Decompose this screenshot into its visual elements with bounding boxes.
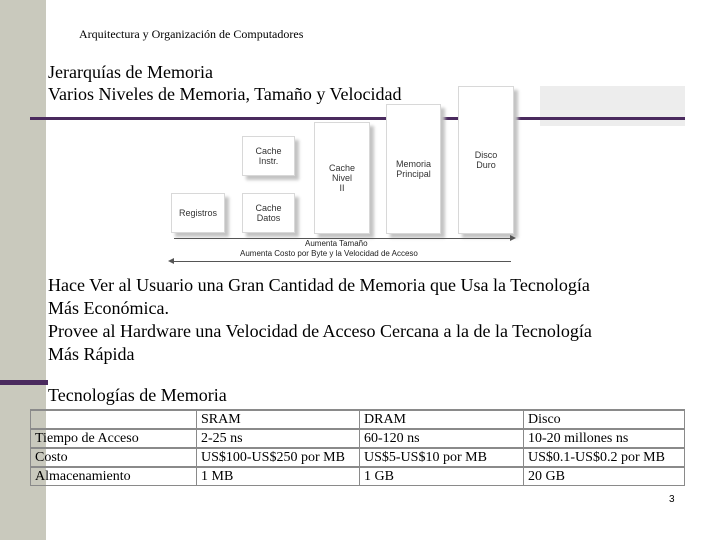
table-cell: 20 GB <box>524 467 685 486</box>
decorative-panel <box>540 86 685 126</box>
block-cache-nivel2: Cache Nivel II <box>314 122 370 234</box>
table-header-cell: SRAM <box>197 410 360 429</box>
memory-technologies-table <box>30 409 685 486</box>
block-cache-instr: Cache Instr. <box>242 136 295 176</box>
page-number: 3 <box>669 494 675 505</box>
table-row <box>31 448 685 467</box>
body-line-2: Más Económica. <box>48 298 169 318</box>
course-header: Arquitectura y Organización de Computadores <box>79 27 304 41</box>
cost-arrow-label: Aumenta Costo por Byte y la Velocidad de Acceso <box>240 249 418 258</box>
table-cell: 1 MB <box>197 467 360 486</box>
block-cache-datos: Cache Datos <box>242 193 295 233</box>
table-row <box>31 467 685 486</box>
table-header-cell: DRAM <box>360 410 524 429</box>
table-row <box>31 429 685 448</box>
table-cell: 2-25 ns <box>197 429 360 448</box>
body-line-4: Más Rápida <box>48 344 135 364</box>
title-line-1: Jerarquías de Memoria <box>48 62 213 82</box>
table-header-cell <box>31 410 197 429</box>
cost-arrow-head <box>168 258 174 264</box>
table-header-row <box>31 410 685 429</box>
size-arrow-label: Aumenta Tamaño <box>305 239 368 248</box>
table-cell: 1 GB <box>360 467 524 486</box>
table-cell: US$0.1-US$0.2 por MB <box>524 448 685 467</box>
table-cell: US$100-US$250 por MB <box>197 448 360 467</box>
body-text <box>48 274 678 366</box>
memory-hierarchy-diagram <box>170 86 520 266</box>
body-line-1: Hace Ver al Usuario una Gran Cantidad de Memoria que Usa la Tecnología <box>48 275 590 295</box>
table-cell: Tiempo de Acceso <box>31 429 197 448</box>
block-registros: Registros <box>171 193 225 233</box>
table-cell: 60-120 ns <box>360 429 524 448</box>
block-memoria-principal: Memoria Principal <box>386 104 441 234</box>
title-line-2: Varios Niveles de Memoria, Tamaño y Velocidad <box>48 84 402 104</box>
size-arrow-head <box>510 235 516 241</box>
body-line-3: Provee al Hardware una Velocidad de Acceso Cercana a la de la Tecnología <box>48 321 592 341</box>
table-cell: Costo <box>31 448 197 467</box>
table-header-cell: Disco <box>524 410 685 429</box>
table-cell: US$5-US$10 por MB <box>360 448 524 467</box>
side-accent <box>0 380 48 385</box>
table-cell: Almacenamiento <box>31 467 197 486</box>
technologies-title: Tecnologías de Memoria <box>48 385 227 405</box>
cost-arrow-line <box>174 261 511 262</box>
table-cell: 10-20 millones ns <box>524 429 685 448</box>
block-disco-duro: Disco Duro <box>458 86 514 234</box>
